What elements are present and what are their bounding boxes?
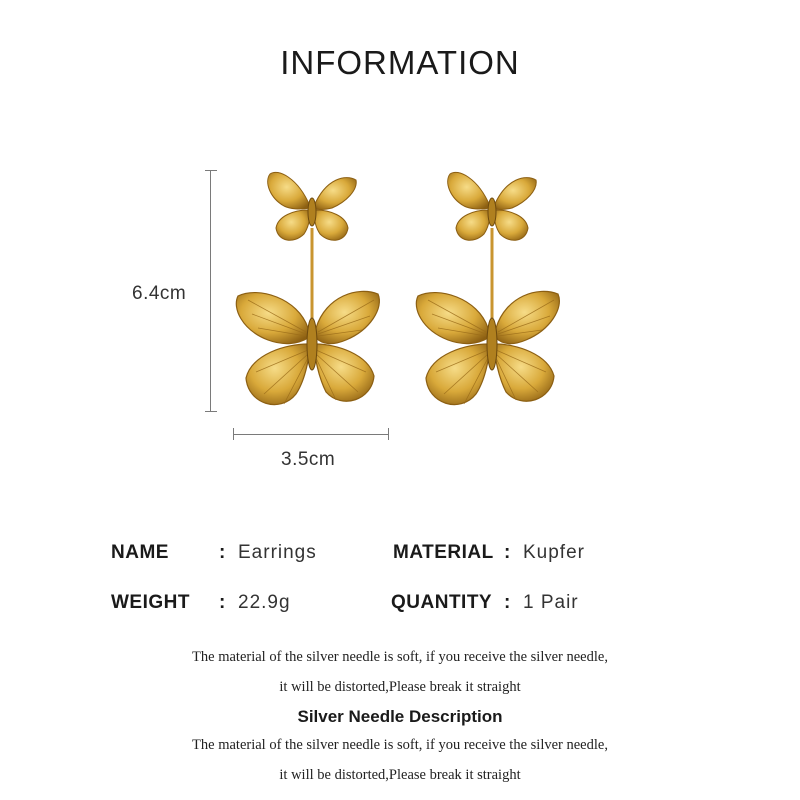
large-butterfly-icon [416,291,559,404]
width-dimension-marker [233,428,389,440]
material-label: MATERIAL [393,542,494,563]
right-butterfly-earring-image [408,168,568,418]
note-heading: Silver Needle Description [297,707,503,726]
height-dimension-marker [205,170,217,412]
quantity-label: QUANTITY [391,592,493,613]
spec-row-weight-quantity [0,592,800,622]
note-line-2: it will be distorted,Please break it straight [279,679,521,695]
note-line-1: The material of the silver needle is soft, if you receive the silver needle, [192,649,608,665]
note-line-4: it will be distorted,Please break it straight [279,767,521,783]
note-line-3: The material of the silver needle is soft, if you receive the silver needle, [192,737,608,753]
material-value: Kupfer [523,542,585,563]
weight-separator: : [219,592,226,613]
height-dimension-label: 6.4cm [132,283,187,304]
left-butterfly-earring-image [228,168,388,418]
name-separator: : [219,542,226,563]
name-label: NAME [111,542,169,563]
width-dimension-label: 3.5cm [281,449,336,470]
weight-label: WEIGHT [111,592,190,613]
name-value: Earrings [238,542,317,563]
quantity-separator: : [504,592,511,613]
material-separator: : [504,542,511,563]
quantity-value: 1 Pair [523,592,579,613]
page-title: INFORMATION [280,44,520,81]
weight-value: 22.9g [238,592,291,613]
large-butterfly-icon [236,291,379,404]
spec-row-name-material [0,542,800,572]
